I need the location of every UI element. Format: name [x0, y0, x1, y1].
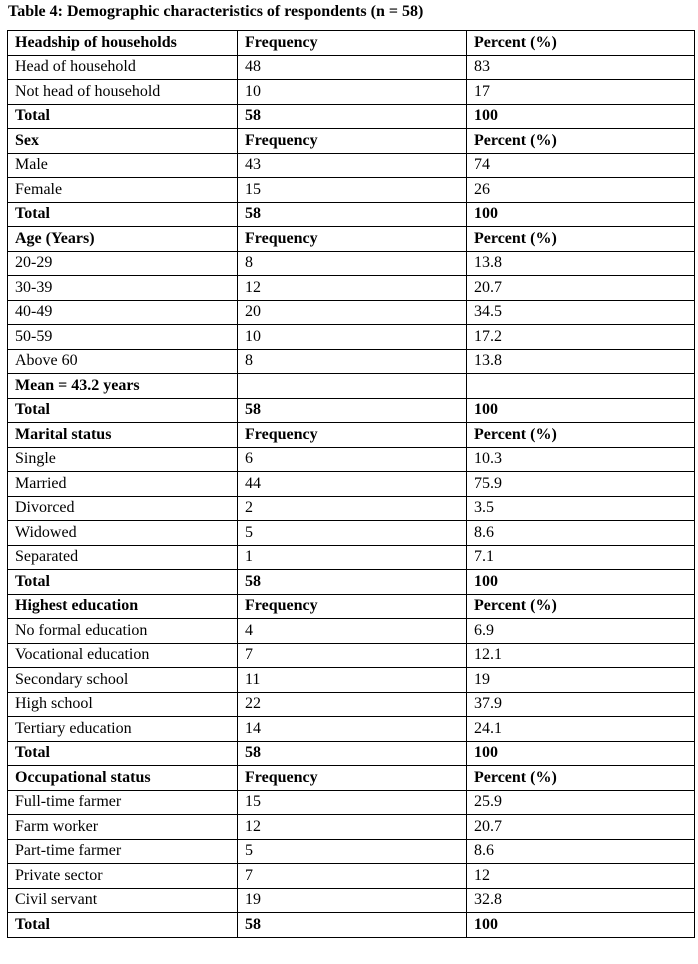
table-row	[8, 643, 695, 668]
frequency-cell: 5	[238, 521, 467, 546]
label-cell: Total	[8, 202, 238, 227]
label-cell: Occupational status	[8, 766, 238, 791]
label-cell: 20-29	[8, 251, 238, 276]
frequency-cell: Frequency	[238, 594, 467, 619]
table-row	[8, 472, 695, 497]
frequency-cell: 22	[238, 692, 467, 717]
frequency-cell: 8	[238, 251, 467, 276]
frequency-cell: 43	[238, 153, 467, 178]
frequency-cell: 48	[238, 55, 467, 80]
table-row	[8, 496, 695, 521]
percent-cell: 19	[467, 668, 695, 693]
frequency-cell: 14	[238, 717, 467, 742]
percent-cell: 100	[467, 741, 695, 766]
percent-cell: 3.5	[467, 496, 695, 521]
table-row	[8, 815, 695, 840]
label-cell: Total	[8, 570, 238, 595]
percent-cell: 75.9	[467, 472, 695, 497]
table-row	[8, 521, 695, 546]
percent-cell: 100	[467, 104, 695, 129]
table-row	[8, 545, 695, 570]
table-row	[8, 276, 695, 301]
frequency-cell: Frequency	[238, 766, 467, 791]
table-body	[8, 31, 695, 938]
label-cell: Above 60	[8, 349, 238, 374]
total-row	[8, 570, 695, 595]
percent-cell: Percent (%)	[467, 766, 695, 791]
section-header-row	[8, 766, 695, 791]
table-row	[8, 178, 695, 203]
label-cell: Tertiary education	[8, 717, 238, 742]
percent-cell: 6.9	[467, 619, 695, 644]
frequency-cell: Frequency	[238, 423, 467, 448]
percent-cell: 17.2	[467, 325, 695, 350]
frequency-cell: 19	[238, 888, 467, 913]
percent-cell: 12	[467, 864, 695, 889]
frequency-cell: 58	[238, 741, 467, 766]
percent-cell: 20.7	[467, 276, 695, 301]
frequency-cell: 15	[238, 790, 467, 815]
label-cell: 50-59	[8, 325, 238, 350]
frequency-cell: 7	[238, 864, 467, 889]
label-cell: Total	[8, 913, 238, 938]
percent-cell: 100	[467, 570, 695, 595]
total-row	[8, 913, 695, 938]
section-header-row	[8, 423, 695, 448]
table-row	[8, 790, 695, 815]
frequency-cell: 5	[238, 839, 467, 864]
label-cell: Male	[8, 153, 238, 178]
percent-cell	[467, 374, 695, 399]
label-cell: Widowed	[8, 521, 238, 546]
percent-cell: 13.8	[467, 251, 695, 276]
label-cell: Sex	[8, 129, 238, 154]
frequency-cell	[238, 374, 467, 399]
label-cell: Highest education	[8, 594, 238, 619]
table-row	[8, 888, 695, 913]
label-cell: Full-time farmer	[8, 790, 238, 815]
frequency-cell: 6	[238, 447, 467, 472]
percent-cell: Percent (%)	[467, 594, 695, 619]
label-cell: Total	[8, 104, 238, 129]
frequency-cell: Frequency	[238, 31, 467, 56]
percent-cell: 10.3	[467, 447, 695, 472]
table-row	[8, 692, 695, 717]
percent-cell: 20.7	[467, 815, 695, 840]
table-row	[8, 619, 695, 644]
table-row	[8, 349, 695, 374]
percent-cell: 8.6	[467, 521, 695, 546]
frequency-cell: 58	[238, 398, 467, 423]
section-header-row	[8, 129, 695, 154]
label-cell: No formal education	[8, 619, 238, 644]
label-cell: Age (Years)	[8, 227, 238, 252]
table-row	[8, 717, 695, 742]
label-cell: Head of household	[8, 55, 238, 80]
frequency-cell: 10	[238, 325, 467, 350]
table-row	[8, 300, 695, 325]
table-row	[8, 864, 695, 889]
percent-cell: 12.1	[467, 643, 695, 668]
percent-cell: 34.5	[467, 300, 695, 325]
table-row	[8, 55, 695, 80]
frequency-cell: 12	[238, 815, 467, 840]
frequency-cell: 1	[238, 545, 467, 570]
table-row	[8, 447, 695, 472]
frequency-cell: 58	[238, 570, 467, 595]
frequency-cell: 11	[238, 668, 467, 693]
label-cell: Divorced	[8, 496, 238, 521]
label-cell: Civil servant	[8, 888, 238, 913]
percent-cell: Percent (%)	[467, 129, 695, 154]
label-cell: Not head of household	[8, 80, 238, 105]
table-row	[8, 80, 695, 105]
frequency-cell: 58	[238, 913, 467, 938]
percent-cell: 100	[467, 202, 695, 227]
percent-cell: 37.9	[467, 692, 695, 717]
frequency-cell: Frequency	[238, 129, 467, 154]
frequency-cell: 8	[238, 349, 467, 374]
percent-cell: 17	[467, 80, 695, 105]
frequency-cell: 7	[238, 643, 467, 668]
section-header-row	[8, 227, 695, 252]
label-cell: Female	[8, 178, 238, 203]
label-cell: Total	[8, 398, 238, 423]
frequency-cell: 58	[238, 202, 467, 227]
frequency-cell: 12	[238, 276, 467, 301]
percent-cell: 32.8	[467, 888, 695, 913]
label-cell: Part-time farmer	[8, 839, 238, 864]
section-header-row	[8, 594, 695, 619]
label-cell: Vocational education	[8, 643, 238, 668]
frequency-cell: 58	[238, 104, 467, 129]
section-header-row	[8, 31, 695, 56]
label-cell: Private sector	[8, 864, 238, 889]
percent-cell: 8.6	[467, 839, 695, 864]
percent-cell: 100	[467, 913, 695, 938]
label-cell: High school	[8, 692, 238, 717]
label-cell: Secondary school	[8, 668, 238, 693]
percent-cell: 25.9	[467, 790, 695, 815]
label-cell: 30-39	[8, 276, 238, 301]
percent-cell: 7.1	[467, 545, 695, 570]
frequency-cell: 15	[238, 178, 467, 203]
percent-cell: 24.1	[467, 717, 695, 742]
label-cell: Single	[8, 447, 238, 472]
frequency-cell: 2	[238, 496, 467, 521]
frequency-cell: Frequency	[238, 227, 467, 252]
frequency-cell: 20	[238, 300, 467, 325]
total-row	[8, 104, 695, 129]
percent-cell: Percent (%)	[467, 31, 695, 56]
frequency-cell: 4	[238, 619, 467, 644]
table-row	[8, 251, 695, 276]
mean-row	[8, 374, 695, 399]
label-cell: Total	[8, 741, 238, 766]
percent-cell: Percent (%)	[467, 227, 695, 252]
total-row	[8, 741, 695, 766]
label-cell: Mean = 43.2 years	[8, 374, 238, 399]
label-cell: Farm worker	[8, 815, 238, 840]
percent-cell: 74	[467, 153, 695, 178]
table-row	[8, 153, 695, 178]
frequency-cell: 10	[238, 80, 467, 105]
label-cell: 40-49	[8, 300, 238, 325]
percent-cell: 83	[467, 55, 695, 80]
frequency-cell: 44	[238, 472, 467, 497]
percent-cell: 100	[467, 398, 695, 423]
percent-cell: 13.8	[467, 349, 695, 374]
label-cell: Marital status	[8, 423, 238, 448]
percent-cell: 26	[467, 178, 695, 203]
table-title: Table 4: Demographic characteristics of respondents (n = 58)	[8, 3, 424, 20]
table-row	[8, 668, 695, 693]
demographics-table	[7, 30, 695, 938]
label-cell: Separated	[8, 545, 238, 570]
total-row	[8, 202, 695, 227]
table-row	[8, 325, 695, 350]
label-cell: Headship of households	[8, 31, 238, 56]
total-row	[8, 398, 695, 423]
table-row	[8, 839, 695, 864]
label-cell: Married	[8, 472, 238, 497]
percent-cell: Percent (%)	[467, 423, 695, 448]
